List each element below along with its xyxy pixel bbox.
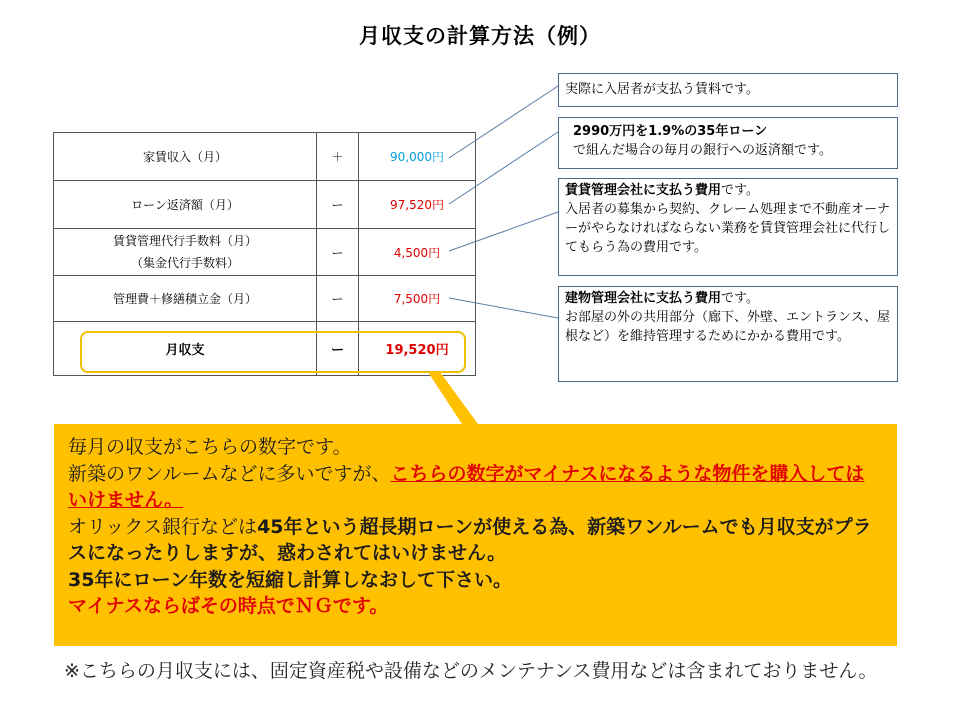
note-loan <box>558 117 898 169</box>
callout-pointer <box>428 372 478 424</box>
note-building-text: お部屋の外の共用部分（廊下、外壁、エントランス、屋根など）を維持管理するためにかかる費用です。 <box>565 310 891 344</box>
total-operator: ー <box>317 322 359 376</box>
row-value: 90,000円 <box>359 133 476 181</box>
callout-line-3b: 45年という超長期ローンが使える為、新築ワンルームでも月収支がプラスになったりしますが、惑わされてはいけません。 <box>68 515 872 564</box>
note-rent <box>558 73 898 107</box>
row-label: 賃貸管理代行手数料（月） <box>112 234 257 248</box>
callout-line-2a: 新築のワンルームなどに多いですが、 <box>68 462 391 485</box>
note-management-fee <box>558 178 898 276</box>
note-building-bold: 建物管理会社に支払う費用 <box>565 291 722 306</box>
row-label-cell <box>54 229 317 276</box>
note-management-tail: です。 <box>721 183 759 198</box>
income-calculation-table <box>53 132 476 376</box>
note-management-bold: 賃貸管理会社に支払う費用 <box>565 183 722 198</box>
row-value: 97,520円 <box>359 181 476 229</box>
callout-line-4: 35年にローン年数を短縮し計算しなおして下さい。 <box>68 568 513 591</box>
note-management-text: 入居者の募集から契約、クレーム処理まで不動産オーナーがやらなければならない業務を賃貸管理会社に代行してもらう為の費用です。 <box>565 202 891 255</box>
row-operator: ー <box>317 181 359 229</box>
table-row <box>54 181 476 229</box>
table-row <box>54 276 476 322</box>
callout-line-3 <box>68 514 883 567</box>
row-label: 家賃収入（月） <box>54 133 317 181</box>
callout-line-3a: オリックス銀行などは <box>68 515 258 538</box>
callout-line-1: 毎月の収支がこちらの数字です。 <box>68 436 352 458</box>
page-title: 月収支の計算方法（例） <box>359 24 601 48</box>
note-rent-text: 実際に入居者が支払う賃料です。 <box>565 82 759 97</box>
note-building-tail: です。 <box>721 291 759 306</box>
row-value: 7,500円 <box>359 276 476 322</box>
total-value: 19,520円 <box>359 322 476 376</box>
row-operator: ー <box>317 276 359 322</box>
row-sublabel: （集金代行手数料） <box>130 256 239 270</box>
total-label: 月収支 <box>54 322 317 376</box>
callout-warning-text: こちらの数字がマイナスになるような物件を購入してはいけません。 <box>68 462 865 511</box>
note-loan-bold: 2990万円を1.9%の35年ローン <box>573 124 768 139</box>
table-row <box>54 133 476 181</box>
total-row <box>54 322 476 376</box>
row-operator: ＋ <box>317 133 359 181</box>
row-operator: ー <box>317 229 359 276</box>
row-label: 管理費＋修繕積立金（月） <box>54 276 317 322</box>
callout-line-5: マイナスならばその時点でＮＧです。 <box>68 595 389 617</box>
table-row <box>54 229 476 276</box>
callout-line-2 <box>68 461 883 514</box>
warning-callout <box>54 424 897 646</box>
footnote: ※こちらの月収支には、固定資産税や設備などのメンテナンス費用などは含まれておりません。 <box>64 660 878 682</box>
note-loan-text: で組んだ場合の毎月の銀行への返済額です。 <box>573 143 832 158</box>
note-building-fee <box>558 286 898 382</box>
row-label: ローン返済額（月） <box>54 181 317 229</box>
row-value: 4,500円 <box>359 229 476 276</box>
